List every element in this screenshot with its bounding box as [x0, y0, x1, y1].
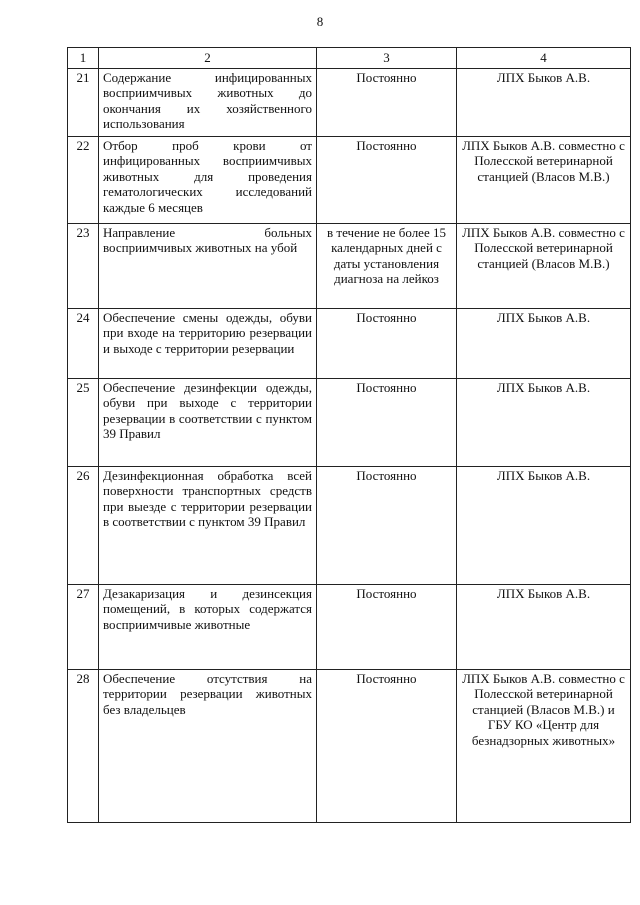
row-action: Обеспечение смены одежды, обуви при входе на территорию резервации и выходе с территории резервации: [99, 308, 317, 378]
row-number: 27: [68, 584, 99, 669]
row-action: Направление больных восприимчивых животных на убой: [99, 223, 317, 308]
row-term: Постоянно: [317, 584, 457, 669]
row-number: 28: [68, 669, 99, 822]
row-term: Постоянно: [317, 669, 457, 822]
row-term: Постоянно: [317, 136, 457, 223]
table-row: [68, 136, 631, 223]
table-row: [68, 669, 631, 822]
table-row: [68, 584, 631, 669]
row-action: Дезинфекционная обработка всей поверхности транспортных средств при выезде с территории резервации в соответствии с пунктом 39 Правил: [99, 466, 317, 584]
row-number: 25: [68, 378, 99, 466]
table-row: [68, 68, 631, 136]
row-term: в течение не более 15 календарных дней с даты установления диагноза на лейкоз: [317, 223, 457, 308]
row-term: Постоянно: [317, 68, 457, 136]
header-col-3: 3: [317, 48, 457, 69]
row-number: 23: [68, 223, 99, 308]
header-col-1: 1: [68, 48, 99, 69]
row-responsible: ЛПХ Быков А.В. совместно с Полесской ветеринарной станцией (Власов М.В.): [457, 136, 631, 223]
row-action: Отбор проб крови от инфицированных восприимчивых животных для проведения гематологических исследований каждые 6 месяцев: [99, 136, 317, 223]
row-number: 26: [68, 466, 99, 584]
row-action: Содержание инфицированных восприимчивых животных до окончания их хозяйственного использования: [99, 68, 317, 136]
row-term: Постоянно: [317, 378, 457, 466]
row-responsible: ЛПХ Быков А.В. совместно с Полесской ветеринарной станцией (Власов М.В.): [457, 223, 631, 308]
header-col-4: 4: [457, 48, 631, 69]
row-number: 22: [68, 136, 99, 223]
row-responsible: ЛПХ Быков А.В.: [457, 466, 631, 584]
table-row: [68, 466, 631, 584]
table-row: [68, 378, 631, 466]
row-responsible: ЛПХ Быков А.В.: [457, 308, 631, 378]
row-action: Дезакаризация и дезинсекция помещений, в которых содержатся восприимчивые животные: [99, 584, 317, 669]
row-action: Обеспечение дезинфекции одежды, обуви при выходе с территории резервации в соответствии с пунктом 39 Правил: [99, 378, 317, 466]
row-responsible: ЛПХ Быков А.В.: [457, 378, 631, 466]
measures-table: [67, 47, 631, 823]
row-number: 21: [68, 68, 99, 136]
row-number: 24: [68, 308, 99, 378]
table-header-row: [68, 48, 631, 69]
row-responsible: ЛПХ Быков А.В. совместно с Полесской ветеринарной станцией (Власов М.В.) и ГБУ КО «Центр для безнадзорных животных»: [457, 669, 631, 822]
header-col-2: 2: [99, 48, 317, 69]
row-responsible: ЛПХ Быков А.В.: [457, 584, 631, 669]
row-action: Обеспечение отсутствия на территории резервации животных без владельцев: [99, 669, 317, 822]
row-responsible: ЛПХ Быков А.В.: [457, 68, 631, 136]
table-row: [68, 308, 631, 378]
row-term: Постоянно: [317, 308, 457, 378]
table-row: [68, 223, 631, 308]
row-term: Постоянно: [317, 466, 457, 584]
page-number: 8: [316, 14, 324, 29]
